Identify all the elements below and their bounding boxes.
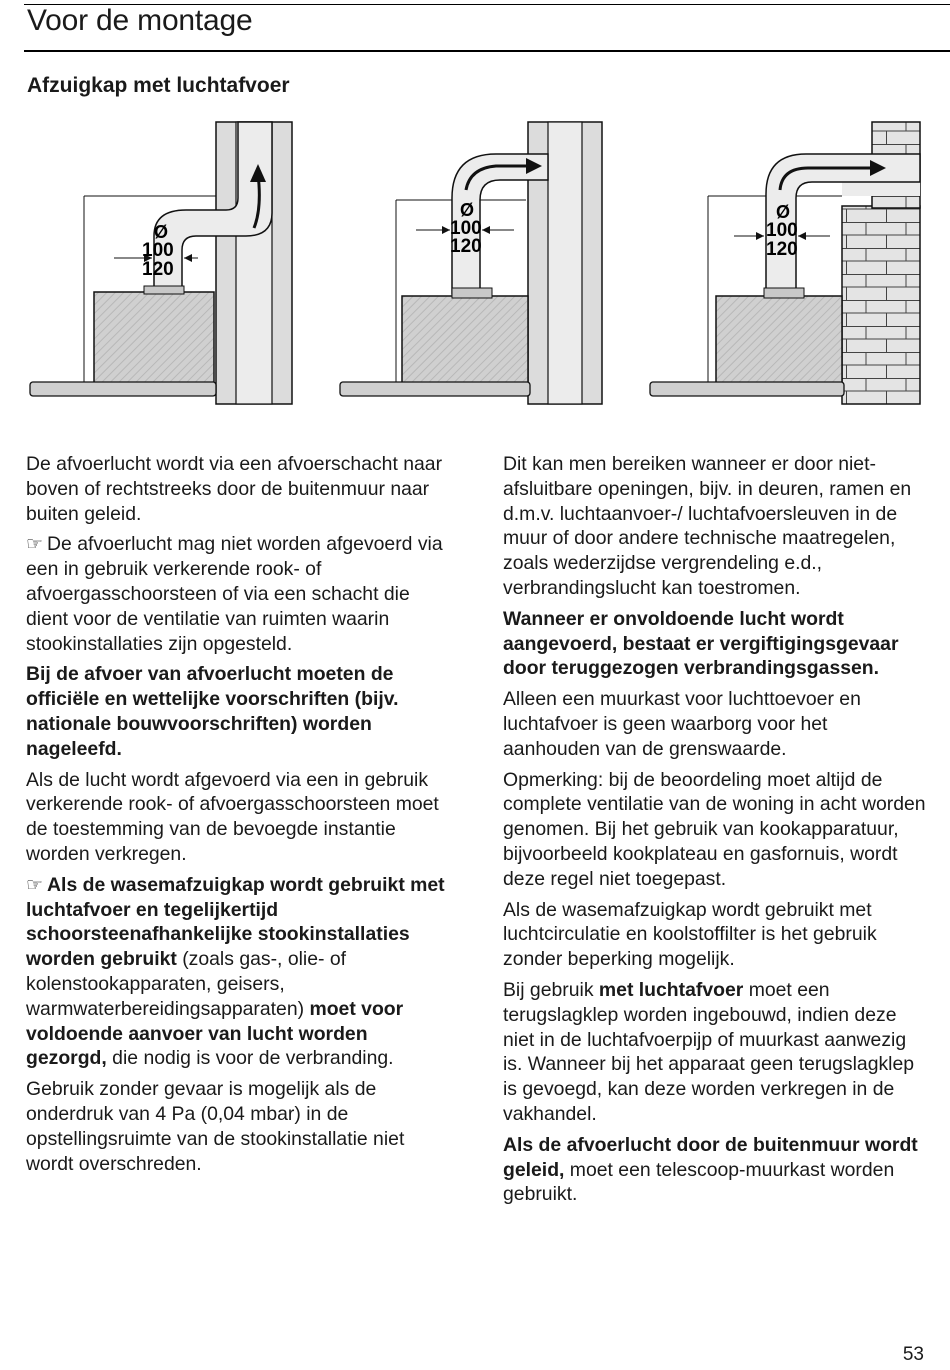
dimension-100: 100 [450, 218, 482, 239]
title-rule [24, 50, 950, 52]
right-column [503, 452, 928, 1213]
left-column [26, 452, 451, 1182]
diameter-symbol: Ø [154, 222, 169, 242]
dimension-100: 100 [142, 240, 174, 261]
note-paragraph: ☞ Als de wasemafzuigkap wordt gebruikt met luchtafvoer en tegelijkertijd schoorsteenafhankelijke stookinstallaties worden gebruikt (zoals gas-, olie- of kolenstookapparaten, geisers, warmwaterbereidingsapparaten) moet voor voldoende aanvoer van lucht worden gezorgd, die nodig is voor de verbranding. [26, 873, 445, 1070]
diameter-symbol: Ø [776, 202, 791, 222]
sub-title: Afzuigkap met luchtafvoer [27, 74, 290, 97]
paragraph-bold: Bij de afvoer van afvoerlucht moeten de officiële en wettelijke voorschriften (bijv. nationale bouwvoorschriften) worden nageleefd. [26, 663, 399, 760]
dimension-120: 120 [766, 239, 798, 260]
paragraph: Als de afvoerlucht door de buitenmuur wordt geleid, moet een telescoop-muurkast worden gebruikt. [503, 1133, 918, 1206]
diameter-symbol: Ø [460, 200, 475, 220]
note-paragraph: ☞ De afvoerlucht mag niet worden afgevoerd via een in gebruik verkerende rook- of afvoergasschoorsteen of via een schacht die dient voor de ventilatie van ruimten waarin stookinstallaties zijn opgesteld. [26, 533, 443, 655]
dimension-120: 120 [450, 236, 482, 257]
figure-exterior-wall [646, 118, 946, 408]
section-title: Voor de montage [27, 4, 253, 37]
paragraph: Opmerking: bij de beoordeling moet altijd de complete ventilatie van de woning in acht worden genomen. Bij het gebruik van kookapparatuur, bijvoorbeeld kookplateau en gasfornuis, wordt deze regel niet toegepast. [503, 768, 926, 890]
pointing-hand-icon: ☞ [26, 533, 44, 556]
dimension-120: 120 [142, 259, 174, 280]
paragraph: Alleen een muurkast voor luchttoevoer en luchtafvoer is geen waarborg voor het aanhouden van de grenswaarde. [503, 688, 861, 760]
dimension-100: 100 [766, 220, 798, 241]
figure-shaft-vertical [26, 118, 326, 408]
paragraph: Als de lucht wordt afgevoerd via een in gebruik verkerende rook- of afvoergasschoorsteen moet de toestemming van de bevoegde instantie worden verkregen. [26, 768, 439, 865]
paragraph: Bij gebruik met luchtafvoer moet een terugslagklep worden ingebouwd, indien deze niet in de luchtafvoerpijp of muurkast aanwezig is. Wanneer bij het apparaat geen terugslagklep is gevoegd, kan deze worden verkregen in de vakhandel. [503, 978, 915, 1125]
pointing-hand-icon: ☞ [26, 873, 44, 896]
figure-shaft-side [336, 118, 636, 408]
paragraph: Als de wasemafzuigkap wordt gebruikt met luchtcirculatie en koolstoffilter is het gebruik zonder beperking mogelijk. [503, 898, 877, 971]
paragraph: Dit kan men bereiken wanneer er door niet-afsluitbare openingen, bijv. in deuren, ramen en d.m.v. luchtaanvoer-/ luchtafvoersleuven in de muur of door andere technische maatregelen, zoals wederzijdse vergrendeling e.d., verbrandingslucht kan toestromen. [503, 453, 912, 599]
paragraph: Gebruik zonder gevaar is mogelijk als de onderdruk van 4 Pa (0,04 mbar) in de opstellingsruimte van de stookinstallatie niet wordt overschreden. [26, 1078, 405, 1175]
page-number: 53 [902, 1344, 924, 1365]
paragraph: De afvoerlucht wordt via een afvoerschacht naar boven of rechtstreeks door de buitenmuur naar buiten geleid. [26, 453, 443, 525]
warning-paragraph: Wanneer er onvoldoende lucht wordt aangevoerd, bestaat er vergiftigingsgevaar door teruggezogen verbrandingsgassen. [503, 607, 899, 680]
